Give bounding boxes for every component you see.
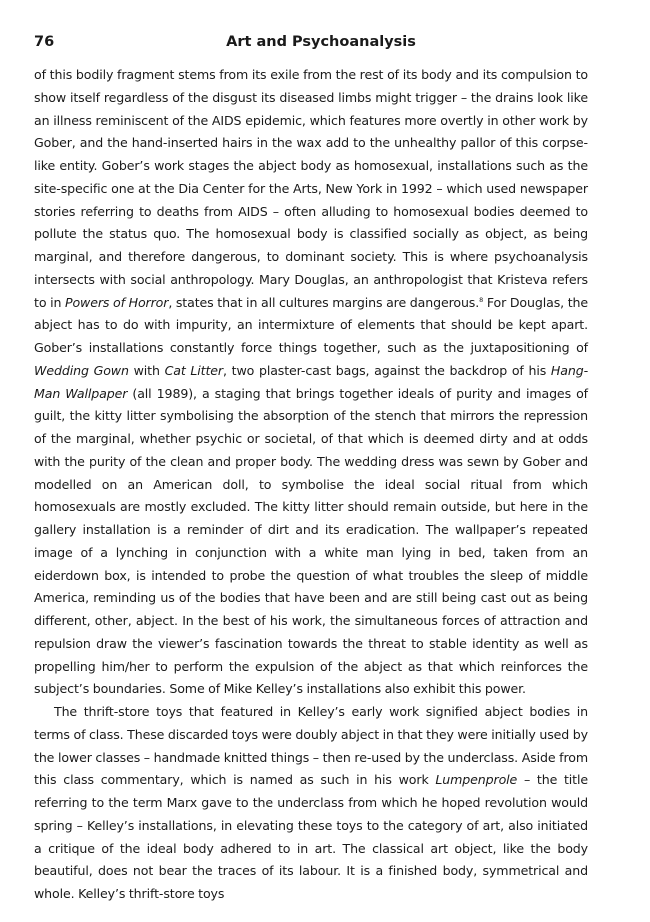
- page-number: 76: [34, 34, 55, 50]
- italic-title: Hang-Man Wallpaper: [34, 362, 588, 401]
- paragraph-2: [34, 701, 588, 906]
- text-run: For Douglas, the abject has to do with impurity, an intermixture of elements that should be kept apart. Gober’s installations constantly force things together, such as the juxtapositioning of: [34, 294, 589, 355]
- book-title: Art and Psychoanalysis: [226, 34, 416, 50]
- text-run: The thrift-store toys that featured in Kelley’s early work signified abject bodies in terms of class. These discarded toys were doubly abject in that they were initially used by the lower classes – handmade knitted things – then re-used by the underclass. Aside from this class commentary, which is named as such in his work: [34, 704, 588, 788]
- italic-title: Cat Litter: [164, 362, 223, 378]
- italic-title: Wedding Gown: [34, 362, 129, 378]
- italic-title: Powers of Horror: [65, 294, 169, 310]
- italic-title: Lumpenprole: [435, 772, 518, 788]
- footnote-reference[interactable]: 8: [479, 295, 484, 304]
- text-run: of this bodily fragment stems from its exile from the rest of its body and its compulsion to show itself regardless of the disgust its diseased limbs might trigger – the drains look like an illness reminiscent of the AIDS epidemic, which features more overtly in other work by Gober, and the hand-inserted hairs in the wax add to the unhealthy pallor of this corpse-like entity. Gober’s work stages the abject body as homosexual, installations such as the site-specific one at the Dia Center for the Arts, New York in 1992 – which used newspaper stories referring to deaths from AIDS – often alluding to homosexual bodies deemed to pollute the status quo. The homosexual body is classified socially as object, as being marginal, and therefore dangerous, to dominant society. This is where psychoanalysis intersects with social anthropology. Mary Douglas, an anthropologist that Kristeva refers to in: [34, 67, 588, 310]
- text-run: (all 1989), a staging that brings together ideals of purity and images of guilt, the kitty litter symbolising the absorption of the stench that mirrors the repression of the marginal, whether psychic or societal, of that which is deemed dirty and at odds with the purity of the clean and proper body. The wedding dress was sewn by Gober and modelled on an American doll, to symbolise the ideal social ritual from which homosexuals are mostly excluded. The kitty litter should remain outside, but here in the gallery installation is a reminder of dirt and its eradication. The wallpaper’s repeated image of a lynching in conjunction with a white man lying in bed, taken from an eiderdown box, is intended to probe the question of what troubles the sleep of middle America, reminding us of the bodies that have been and are still being cast out as being different, other, abject. In the best of his work, the simultaneous forces of attraction and repulsion draw the viewer’s fascination towards the threat to stable identity as well as propelling him/her to perform the expulsion of the abject as that which reinforces the subject’s boundaries. Some of Mike Kelley’s installations also exhibit this power.: [34, 385, 588, 697]
- text-run: – the title referring to the term Marx gave to the underclass from which he hoped revolution would spring – Kelley’s installations, in elevating these toys to the category of art, also initiated a critique of the ideal body adhered to in art. The classical art object, like the body beautiful, does not bear the traces of its labour. It is a finished body, symmetrical and whole. Kelley’s thrift-store toys: [34, 772, 588, 901]
- text-run: , two plaster-cast bags, against the backdrop of his: [223, 362, 551, 378]
- body-text: [34, 64, 588, 906]
- text-run: with: [128, 362, 165, 378]
- running-head: [34, 34, 588, 56]
- text-run: , states that in all cultures margins are dangerous.: [168, 294, 480, 310]
- paragraph-1: [34, 64, 588, 701]
